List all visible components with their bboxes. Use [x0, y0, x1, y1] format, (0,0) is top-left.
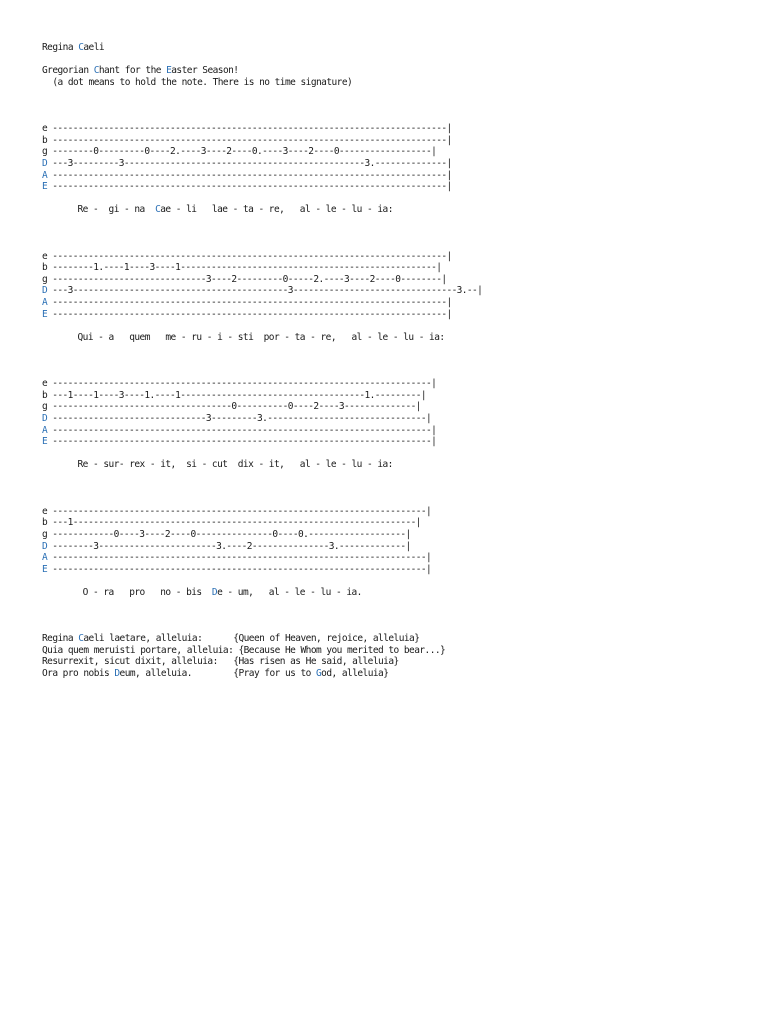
tab-string-line: [42, 378, 742, 390]
string-name: g: [42, 273, 48, 285]
string-name: g: [42, 401, 48, 413]
translation-line: Quia quem meruisti portare, alleluia: {Because He Whom you merited to bear...}: [42, 644, 446, 656]
tab-staff: [42, 123, 742, 193]
string-frets: --------3-----------------------3.----2---------------3.-------------|: [47, 540, 411, 552]
song-title: Regina Caeli: [42, 42, 105, 53]
string-frets: --------0---------0----2.----3----2----0.----3----2----0------------------|: [47, 146, 437, 158]
tab-string-line: [42, 564, 742, 576]
tab-string-line: [42, 123, 742, 135]
string-name: A: [42, 424, 48, 436]
string-name: D: [42, 157, 48, 169]
tab-string-line: [42, 436, 742, 448]
tab-string-line: [42, 251, 742, 263]
document-page: [42, 42, 742, 680]
translation-line: Ora pro nobis Deum, alleluia. {Pray for us to God, alleluia}: [42, 668, 389, 680]
tab-string-line: [42, 285, 742, 297]
string-name: g: [42, 528, 48, 540]
translation-block: [42, 610, 742, 680]
string-frets: ------------------------------3----2---------0-----2.----3----2----0--------|: [47, 273, 447, 285]
lyric-line: Re - gi - na Cae - li lae - ta - re, al - le - lu - ia:: [62, 204, 393, 216]
tab-string-line: [42, 506, 742, 518]
tab-staff: [42, 251, 742, 321]
string-frets: -----------------------------------0----------0----2----3--------------|: [47, 401, 421, 413]
string-frets: ------------------------------3---------3.-------------------------------|: [47, 413, 432, 424]
song-subtitle: Gregorian Chant for the Easter Season!: [42, 65, 239, 77]
string-name: b: [42, 262, 48, 274]
string-frets: -----------------------------------------------------------------------------|: [47, 181, 452, 193]
tab-string-line: [42, 413, 742, 425]
string-name: E: [42, 563, 48, 575]
lyric-line: Qui - a quem me - ru - i - sti por - ta - re, al - le - lu - ia:: [62, 331, 445, 343]
string-name: E: [42, 436, 48, 448]
string-name: b: [42, 517, 48, 529]
string-frets: ------------0----3----2----0---------------0----0.-------------------|: [47, 528, 411, 540]
translation-line: Regina Caeli laetare, alleluia: {Queen of Heaven, rejoice, alleluia}: [42, 633, 420, 645]
lyric-line: O - ra pro no - bis De - um, al - le - lu - ia.: [62, 586, 362, 598]
tab-string-line: [42, 309, 742, 321]
string-name: E: [42, 181, 48, 193]
string-name: E: [42, 308, 48, 320]
string-name: D: [42, 285, 48, 297]
tab-staff: [42, 378, 742, 448]
string-name: b: [42, 134, 48, 146]
tab-string-line: [42, 552, 742, 564]
lyric-line: Re - sur- rex - it, si - cut dix - it, al - le - lu - ia:: [62, 459, 393, 471]
tab-string-line: [42, 158, 742, 170]
string-name: g: [42, 146, 48, 158]
string-frets: --------------------------------------------------------------------------|: [47, 424, 437, 436]
string-frets: ---3---------3-----------------------------------------------3.--------------|: [47, 157, 452, 169]
tab-string-line: [42, 425, 742, 437]
tab-string-line: [42, 135, 742, 147]
tab-string-line: [42, 529, 742, 541]
string-name: D: [42, 540, 48, 552]
string-frets: -------------------------------------------------------------------------|: [47, 505, 432, 517]
tab-string-line: [42, 181, 742, 193]
tab-string-line: [42, 146, 742, 158]
tab-string-line: [42, 401, 742, 413]
string-frets: -----------------------------------------------------------------------------|: [47, 134, 452, 146]
notation-note: (a dot means to hold the note. There is no time signature): [42, 76, 353, 88]
tab-string-line: [42, 297, 742, 309]
string-name: A: [42, 552, 48, 564]
string-frets: -----------------------------------------------------------------------------|: [47, 308, 452, 320]
string-frets: ---3------------------------------------------3--------------------------------3.--|: [47, 285, 483, 297]
string-frets: --------------------------------------------------------------------------|: [47, 378, 437, 390]
tab-string-line: [42, 274, 742, 286]
string-frets: -----------------------------------------------------------------------------|: [47, 123, 452, 135]
string-name: b: [42, 389, 48, 401]
string-frets: -----------------------------------------------------------------------------|: [47, 169, 452, 181]
string-frets: --------------------------------------------------------------------------|: [47, 436, 437, 448]
string-frets: -----------------------------------------------------------------------------|: [47, 250, 452, 262]
tab-systems: [42, 88, 742, 598]
tab-string-line: [42, 390, 742, 402]
translation-line: Resurrexit, sicut dixit, alleluia: {Has risen as He said, alleluia}: [42, 656, 399, 668]
string-name: e: [42, 505, 48, 517]
string-name: e: [42, 250, 48, 262]
tab-staff: [42, 506, 742, 576]
string-frets: --------1.----1----3----1--------------------------------------------------|: [47, 262, 442, 274]
string-name: D: [42, 413, 48, 424]
string-name: e: [42, 378, 48, 390]
string-name: A: [42, 169, 48, 181]
string-frets: -----------------------------------------------------------------------------|: [47, 297, 452, 309]
tab-string-line: [42, 170, 742, 182]
string-frets: ---1-------------------------------------------------------------------|: [47, 517, 421, 529]
string-name: A: [42, 297, 48, 309]
string-frets: -------------------------------------------------------------------------|: [47, 552, 432, 564]
tab-string-line: [42, 262, 742, 274]
tab-string-line: [42, 517, 742, 529]
string-frets: -------------------------------------------------------------------------|: [47, 563, 432, 575]
string-frets: ---1----1----3----1.----1------------------------------------1.---------|: [47, 389, 426, 401]
tab-string-line: [42, 541, 742, 553]
string-name: e: [42, 123, 48, 135]
